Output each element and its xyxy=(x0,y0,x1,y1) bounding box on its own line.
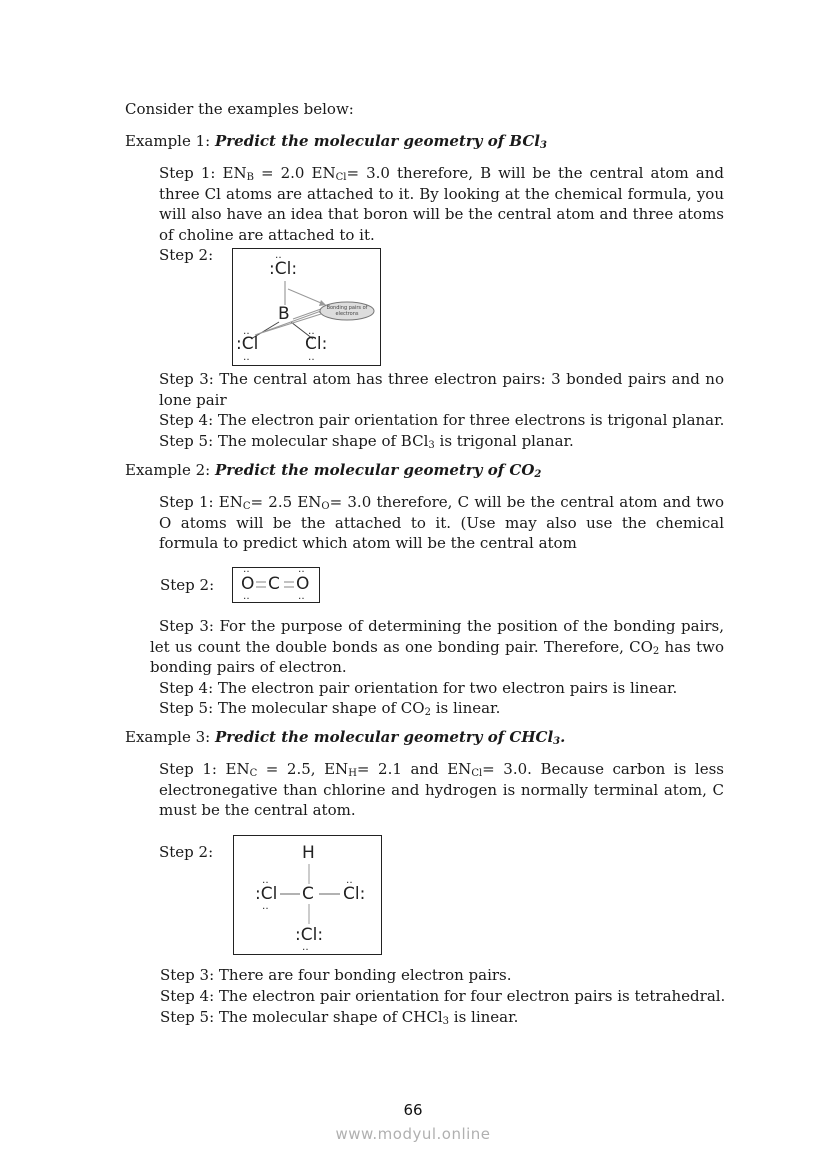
atom-h-top: H xyxy=(302,843,315,863)
atom-cl-left: :Cl xyxy=(255,884,278,904)
lone-pair-dots: ‥ xyxy=(262,901,269,912)
atom-cl-bottom: :Cl: xyxy=(295,925,324,945)
example-1-step-5: Step 5: The molecular shape of BCl$_3$ is trigonal planar. xyxy=(159,432,574,451)
page-number: 66 xyxy=(403,1101,423,1119)
example-3-step-5: Step 5: The molecular shape of CHCl$_3$ is linear. xyxy=(160,1008,519,1027)
example-title: Predict the molecular geometry of CHCl$_3$. xyxy=(215,728,566,747)
lone-pair-dots: ‥ xyxy=(243,591,250,602)
lone-pair-dots: ‥ xyxy=(298,564,305,575)
lone-pair-dots: ‥ xyxy=(308,326,315,337)
atom-c-central: C xyxy=(302,884,314,904)
atom-cl-top: :Cl: xyxy=(269,259,298,279)
chcl3-lewis-diagram xyxy=(233,835,382,955)
lone-pair-dots: ‥ xyxy=(262,875,269,886)
example-2-step-2-label: Step 2: xyxy=(160,576,215,594)
atom-c-central: C xyxy=(268,574,280,594)
atom-o-right: O xyxy=(296,574,310,594)
example-2-heading xyxy=(125,460,541,481)
lone-pair-dots: ‥ xyxy=(302,942,309,953)
example-2-step-3: Step 3: For the purpose of determining the position of the bonding pairs, let us count the double bonds as one bonding pair. Therefore, $CO_2$ has two bonding pairs of electron. xyxy=(150,617,724,676)
example-label: Example 2: xyxy=(125,461,215,479)
example-2-step-5: Step 5: The molecular shape of $CO_2$ is linear. xyxy=(159,699,501,718)
example-1-step-2-label: Step 2: xyxy=(159,246,214,264)
example-3-step-2-label: Step 2: xyxy=(159,843,214,861)
lone-pair-dots: ‥ xyxy=(308,352,315,363)
atom-o-left: O xyxy=(241,574,255,594)
lone-pair-dots: ‥ xyxy=(346,875,353,886)
watermark-url: www.modyul.online xyxy=(335,1125,491,1143)
lone-pair-dots: ‥ xyxy=(243,564,250,575)
example-1-heading xyxy=(125,131,547,152)
bonding-pairs-callout: Bonding pairs of electrons xyxy=(326,305,368,317)
example-3-step-4: Step 4: The electron pair orientation for four electron pairs is tetrahedral. xyxy=(160,987,726,1005)
intro-text: Consider the examples below: xyxy=(125,100,354,118)
atom-cl-left: :Cl xyxy=(236,334,259,354)
example-1-step-1: Step 1: $EN_B = 2.0$ $EN_{Cl}= 3.0$ therefore, B will be the central atom and three Cl atoms are attached to it. By looking at the chemical formula, you will also have an idea that boron will be the central atom and three atoms of choline are attached to it. xyxy=(159,164,725,244)
example-3-step-3: Step 3: There are four bonding electron pairs. xyxy=(160,966,512,984)
lone-pair-dots: ‥ xyxy=(275,250,282,261)
lone-pair-dots: ‥ xyxy=(298,591,305,602)
example-2-step-4: Step 4: The electron pair orientation for two electron pairs is linear. xyxy=(159,679,678,697)
example-label: Example 3: xyxy=(125,728,215,746)
example-3-step-1: Step 1: $EN_C = 2.5$, $EN_H= 2.1$ and $EN_{Cl}= 3.0$. Because carbon is less electronegative than chlorine and hydrogen is normally terminal atom, C must be the central atom. xyxy=(159,760,725,819)
example-label: Example 1: xyxy=(125,132,215,150)
example-2-step-1: Step 1: $EN_C= 2.5$ $EN_O= 3.0$ therefore, C will be the central atom and two O atoms will be the attached to it. (Use may also use the chemical formula to predict which atom will be the central atom xyxy=(159,493,724,552)
example-1-step-4: Step 4: The electron pair orientation for three electrons is trigonal planar. xyxy=(159,411,725,429)
atom-cl-right: Cl: xyxy=(343,884,366,904)
lone-pair-dots: ‥ xyxy=(243,326,250,337)
bcl3-lewis-diagram xyxy=(232,248,381,366)
example-title: Predict the molecular geometry of $CO_2$ xyxy=(215,461,542,480)
lone-pair-dots: ‥ xyxy=(243,352,250,363)
atom-b-central: B xyxy=(278,304,290,324)
example-title: Predict the molecular geometry of BCl$_3$ xyxy=(215,132,547,151)
example-3-heading xyxy=(125,727,565,748)
atom-cl-right: Cl: xyxy=(305,334,328,354)
example-1-step-3: Step 3: The central atom has three electron pairs: 3 bonded pairs and no lone pair xyxy=(159,370,724,409)
co2-lewis-diagram xyxy=(232,564,320,603)
